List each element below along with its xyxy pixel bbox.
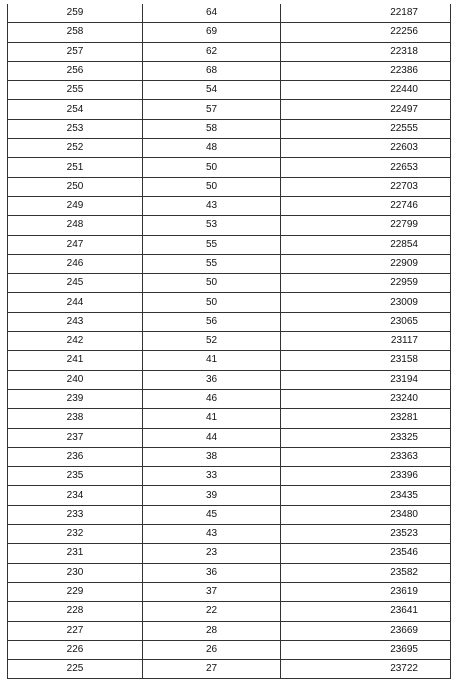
table-cell-cumulative: 23641	[281, 602, 451, 621]
table-cell-count: 48	[143, 139, 281, 158]
table-cell-score: 240	[8, 370, 143, 389]
table-cell-count: 44	[143, 428, 281, 447]
score-table-body	[8, 4, 451, 679]
table-row	[8, 254, 451, 273]
table-row	[8, 235, 451, 254]
table-row	[8, 61, 451, 80]
table-cell-count: 28	[143, 621, 281, 640]
table-cell-score: 231	[8, 544, 143, 563]
table-row	[8, 23, 451, 42]
table-cell-cumulative: 23009	[281, 293, 451, 312]
table-cell-count: 36	[143, 370, 281, 389]
table-cell-count: 62	[143, 42, 281, 61]
table-row	[8, 370, 451, 389]
table-cell-count: 46	[143, 389, 281, 408]
table-cell-score: 248	[8, 216, 143, 235]
table-cell-cumulative: 23480	[281, 505, 451, 524]
table-row	[8, 563, 451, 582]
table-row	[8, 505, 451, 524]
table-cell-cumulative: 23117	[281, 332, 451, 351]
table-cell-score: 259	[8, 4, 143, 23]
table-cell-count: 58	[143, 119, 281, 138]
table-cell-count: 55	[143, 235, 281, 254]
table-cell-count: 50	[143, 158, 281, 177]
table-row	[8, 525, 451, 544]
table-cell-cumulative: 23619	[281, 582, 451, 601]
table-cell-score: 233	[8, 505, 143, 524]
table-cell-cumulative: 23435	[281, 486, 451, 505]
table-cell-count: 55	[143, 254, 281, 273]
table-cell-cumulative: 23194	[281, 370, 451, 389]
table-row	[8, 216, 451, 235]
table-cell-cumulative: 23065	[281, 312, 451, 331]
table-cell-score: 243	[8, 312, 143, 331]
table-cell-cumulative: 22603	[281, 139, 451, 158]
table-cell-score: 244	[8, 293, 143, 312]
table-row	[8, 81, 451, 100]
table-cell-cumulative: 23722	[281, 660, 451, 679]
table-row	[8, 389, 451, 408]
table-cell-score: 232	[8, 525, 143, 544]
table-row	[8, 428, 451, 447]
table-cell-score: 241	[8, 351, 143, 370]
table-cell-cumulative: 23669	[281, 621, 451, 640]
table-row	[8, 544, 451, 563]
table-cell-cumulative: 22497	[281, 100, 451, 119]
table-cell-score: 251	[8, 158, 143, 177]
table-cell-cumulative: 22799	[281, 216, 451, 235]
table-cell-count: 22	[143, 602, 281, 621]
table-cell-score: 234	[8, 486, 143, 505]
table-cell-cumulative: 22653	[281, 158, 451, 177]
table-cell-count: 52	[143, 332, 281, 351]
table-cell-cumulative: 22555	[281, 119, 451, 138]
table-cell-cumulative: 23396	[281, 467, 451, 486]
table-cell-score: 226	[8, 640, 143, 659]
table-cell-cumulative: 23363	[281, 447, 451, 466]
table-cell-score: 228	[8, 602, 143, 621]
table-cell-score: 254	[8, 100, 143, 119]
table-cell-score: 255	[8, 81, 143, 100]
table-cell-cumulative: 23523	[281, 525, 451, 544]
table-cell-count: 36	[143, 563, 281, 582]
table-row	[8, 312, 451, 331]
table-cell-score: 238	[8, 409, 143, 428]
table-row	[8, 158, 451, 177]
table-cell-count: 50	[143, 293, 281, 312]
table-cell-score: 239	[8, 389, 143, 408]
table-cell-score: 235	[8, 467, 143, 486]
table-cell-count: 68	[143, 61, 281, 80]
table-row	[8, 486, 451, 505]
table-cell-score: 256	[8, 61, 143, 80]
table-row	[8, 139, 451, 158]
table-row	[8, 196, 451, 215]
table-cell-count: 41	[143, 409, 281, 428]
table-cell-cumulative: 22256	[281, 23, 451, 42]
table-cell-cumulative: 22959	[281, 274, 451, 293]
table-cell-cumulative: 23546	[281, 544, 451, 563]
table-row	[8, 351, 451, 370]
table-row	[8, 582, 451, 601]
table-cell-score: 245	[8, 274, 143, 293]
table-row	[8, 274, 451, 293]
table-cell-count: 53	[143, 216, 281, 235]
table-cell-score: 247	[8, 235, 143, 254]
table-cell-count: 69	[143, 23, 281, 42]
table-cell-cumulative: 23281	[281, 409, 451, 428]
table-cell-count: 43	[143, 196, 281, 215]
table-row	[8, 42, 451, 61]
table-cell-count: 23	[143, 544, 281, 563]
table-row	[8, 447, 451, 466]
table-cell-cumulative: 22440	[281, 81, 451, 100]
table-cell-cumulative: 22386	[281, 61, 451, 80]
table-cell-count: 41	[143, 351, 281, 370]
table-cell-cumulative: 22854	[281, 235, 451, 254]
table-cell-count: 33	[143, 467, 281, 486]
table-cell-count: 39	[143, 486, 281, 505]
table-row	[8, 332, 451, 351]
table-cell-count: 38	[143, 447, 281, 466]
table-row	[8, 177, 451, 196]
table-cell-cumulative: 23695	[281, 640, 451, 659]
table-cell-cumulative: 23158	[281, 351, 451, 370]
table-cell-score: 225	[8, 660, 143, 679]
table-cell-score: 236	[8, 447, 143, 466]
table-cell-score: 258	[8, 23, 143, 42]
table-cell-cumulative: 22746	[281, 196, 451, 215]
table-cell-count: 37	[143, 582, 281, 601]
table-row	[8, 467, 451, 486]
table-cell-cumulative: 23240	[281, 389, 451, 408]
table-cell-score: 257	[8, 42, 143, 61]
table-cell-cumulative: 22909	[281, 254, 451, 273]
table-cell-score: 253	[8, 119, 143, 138]
table-cell-score: 242	[8, 332, 143, 351]
table-cell-score: 246	[8, 254, 143, 273]
table-row	[8, 293, 451, 312]
table-row	[8, 119, 451, 138]
table-cell-count: 45	[143, 505, 281, 524]
table-cell-count: 50	[143, 177, 281, 196]
table-cell-score: 237	[8, 428, 143, 447]
table-cell-count: 26	[143, 640, 281, 659]
table-cell-cumulative: 22318	[281, 42, 451, 61]
score-table	[7, 4, 451, 679]
table-cell-count: 50	[143, 274, 281, 293]
table-cell-cumulative: 23325	[281, 428, 451, 447]
table-row	[8, 4, 451, 23]
table-cell-cumulative: 22187	[281, 4, 451, 23]
table-cell-cumulative: 23582	[281, 563, 451, 582]
table-row	[8, 640, 451, 659]
table-cell-count: 56	[143, 312, 281, 331]
table-cell-count: 27	[143, 660, 281, 679]
table-cell-score: 227	[8, 621, 143, 640]
table-row	[8, 409, 451, 428]
table-cell-score: 230	[8, 563, 143, 582]
table-row	[8, 602, 451, 621]
table-cell-score: 252	[8, 139, 143, 158]
table-cell-count: 57	[143, 100, 281, 119]
table-cell-score: 249	[8, 196, 143, 215]
table-row	[8, 621, 451, 640]
table-cell-count: 54	[143, 81, 281, 100]
table-cell-score: 250	[8, 177, 143, 196]
table-cell-score: 229	[8, 582, 143, 601]
table-cell-count: 64	[143, 4, 281, 23]
table-cell-cumulative: 22703	[281, 177, 451, 196]
table-row	[8, 100, 451, 119]
table-cell-count: 43	[143, 525, 281, 544]
table-row	[8, 660, 451, 679]
